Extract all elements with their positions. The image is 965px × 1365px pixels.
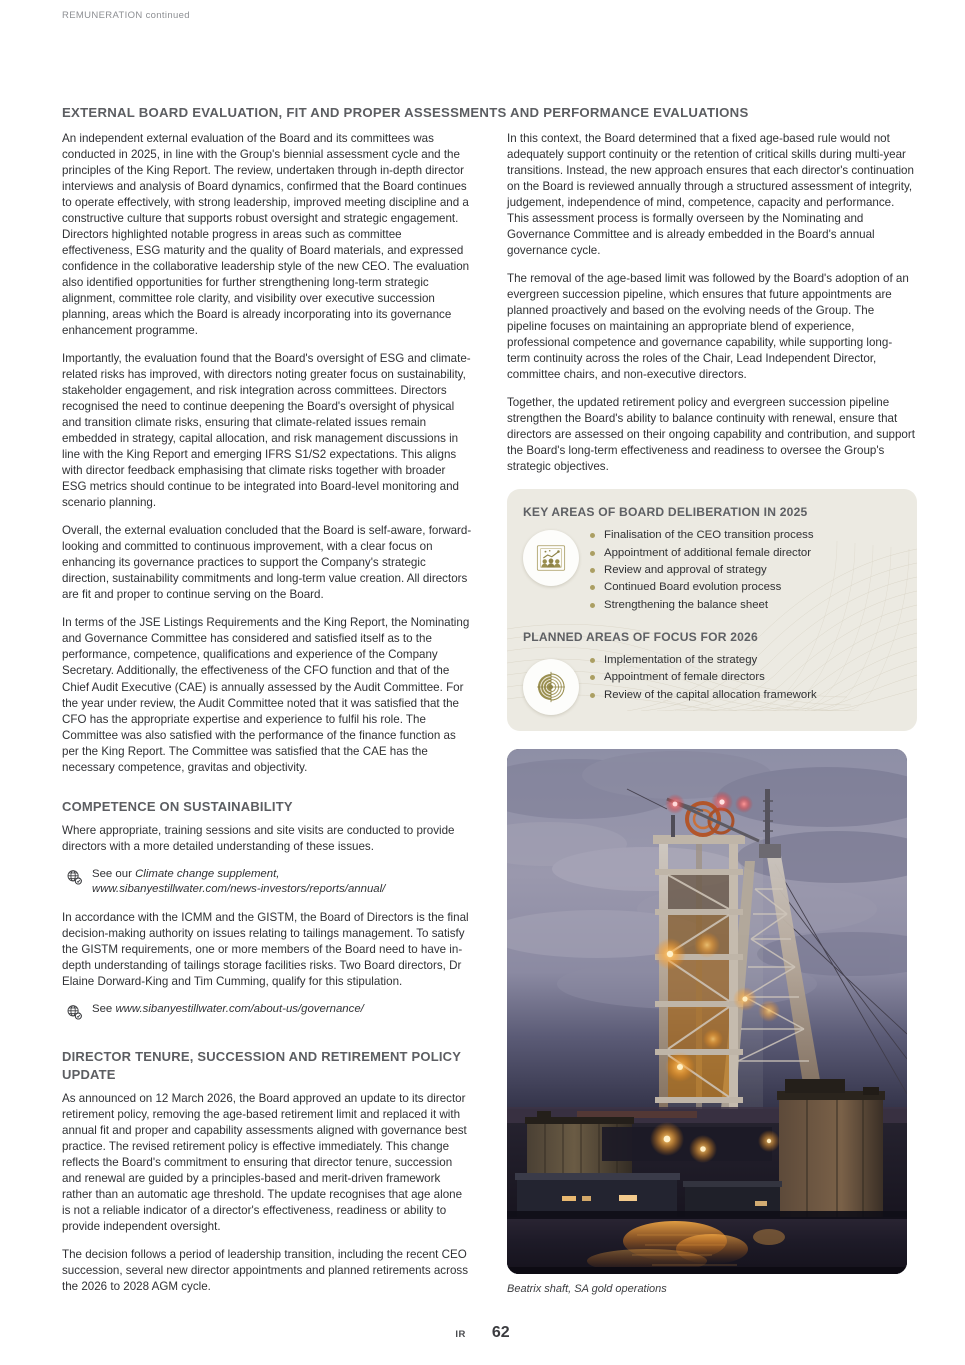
link-note-prefix: See <box>92 1002 116 1015</box>
link-note-climate-supplement[interactable] <box>66 867 472 898</box>
running-header <box>62 10 190 21</box>
panel-heading-planned-focus: PLANNED AREAS OF FOCUS FOR 2026 <box>523 629 758 644</box>
link-note-prefix: See our <box>92 867 136 880</box>
globe-link-icon <box>66 1002 83 1026</box>
list-item: Appointment of additional female director <box>589 545 901 562</box>
list-item: Appointment of female directors <box>589 669 901 686</box>
paragraph-together-summary: Together, the updated retirement policy and evergreen succession pipeline strengthen the Board's ability to balance continuity with renewal, ensure that directors are assessed on their ongoing capability and contribution, and support the Board's long-term effectiveness and readiness to oversee the Group's strategic objectives. <box>507 396 915 474</box>
board-meeting-icon <box>523 530 579 586</box>
paragraph-competence-intro: Where appropriate, training sessions and site visits are conducted to provide directors with a more detailed understanding of these issues. <box>62 823 455 853</box>
heading-director-tenure: DIRECTOR TENURE, SUCCESSION AND RETIREMENT POLICY UPDATE <box>62 1048 461 1082</box>
list-item: Review and approval of strategy <box>589 562 901 579</box>
target-focus-icon <box>523 659 579 715</box>
photo-block <box>507 749 907 1295</box>
link-note-text <box>92 867 385 898</box>
panel-section-2025 <box>523 525 901 614</box>
paragraph-evaluation-overview: An independent external evaluation of the Board and its committees was conducted in 2025, in line with the Group's biennial assessment cycle and the principles of the King Report. The review, undertaken through in-depth director interviews and analysis of Board dynamics, confirmed that the Board continues to operate effectively, with strong leadership, improved meeting discipline and a constructive culture that supports robust oversight and strategic engagement. Directors highlighted notable progress in areas such as committee effectiveness, ESG maturity and the quality of Board materials, and expressed confidence in the collaborative leadership style of the new CEO. The evaluation also identified opportunities for further strengthening long-term strategic alignment, committee role clarity, and visibility over executive succession planning, areas which the Board is already incorporating into its governance enhancement programme. <box>62 132 470 338</box>
paragraph-age-based-rule: In this context, the Board determined that a fixed age-based rule would not adequately support continuity or the retention of critical skills during multi-year transitions. Instead, the new approach ensures that each director's continuation on the Board is reviewed annually through a structured assessment of integrity, judgement, independence of mind, competence, capacity and performance. This assessment process is formally overseen by the Nominating and Governance Committee and is already embedded in the Board's annual governance cycle. <box>507 132 914 258</box>
running-header-main: REMUNERATION <box>62 10 143 21</box>
list-item: Strengthening the balance sheet <box>589 597 901 614</box>
board-deliberation-panel <box>507 489 917 731</box>
paragraph-icmm-gistm: In accordance with the ICMM and the GISTM, the Board of Directors is the final decision-making authority on issues relating to tailings management. To satisfy the GISTM requirements, one or more members of the Board need to have in-depth understanding of tailings storage facilities risks. Two Board directors, Dr Elaine Dorward-King and Tim Cumming, qualify for this stipulation. <box>62 910 469 988</box>
paragraph-jse-king-report: In terms of the JSE Listings Requirements and the King Report, the Nominating and Governance Committee has considered and satisfied itself as to the performance, competence, qualifications and experience of the Company Secretary. Additionally, the effectiveness of the CFO function and that of the Chief Audit Executive (CAE) is annually assessed by the Audit Committee. For the year under review, the Audit Committee noted that it was satisfied that the CFO has the appropriate expertise and experience to fulfil his role. The Committee was also satisfied with the performance of the finance function as per the King Report. The Committee was satisfied that the CAE has the necessary competence, gravitas and objectivity. <box>62 616 470 774</box>
link-note-url[interactable]: www.sibanyestillwater.com/news-investors/reports/annual/ <box>92 883 386 896</box>
paragraph-overall-conclusion: Overall, the external evaluation concluded that the Board is self-aware, forward-looking and committed to continuous improvement, with a clear focus on enhancing its governance practices to support the Company's strategic direction, sustainability commitments and long-term value creation. All directors are fit and proper to continue serving on the Board. <box>62 524 472 602</box>
page-title: EXTERNAL BOARD EVALUATION, FIT AND PROPER ASSESSMENTS AND PERFORMANCE EVALUATIONS <box>62 105 749 120</box>
left-column <box>62 131 472 1295</box>
list-item: Continued Board evolution process <box>589 579 901 596</box>
panel-section-2026 <box>523 650 901 715</box>
list-item: Review of the capital allocation framework <box>589 687 901 704</box>
two-column-layout <box>62 131 917 1295</box>
link-note-url[interactable]: www.sibanyestillwater.com/about-us/governance/ <box>115 1002 364 1015</box>
page-number: 62 <box>491 1324 510 1341</box>
page-footer <box>0 1324 965 1342</box>
panel-list-2026 <box>589 652 901 704</box>
heading-competence-on-sustainability: COMPETENCE ON SUSTAINABILITY <box>62 798 293 814</box>
running-header-continued: continued <box>145 10 190 21</box>
panel-heading-key-areas: KEY AREAS OF BOARD DELIBERATION IN 2025 <box>523 505 808 520</box>
link-note-governance[interactable] <box>66 1002 472 1026</box>
panel-content <box>523 505 901 715</box>
photo-caption: Beatrix shaft, SA gold operations <box>507 1282 667 1295</box>
panel-list-2025 <box>589 527 901 614</box>
paragraph-evergreen-pipeline: The removal of the age-based limit was followed by the Board's adoption of an evergreen succession pipeline, which ensures that future appointments are planned proactively and based on the evolving needs of the Group. The pipeline focuses on maintaining an appropriate blend of experience, professional competence and governance capability, while supporting long- term continuity across the roles of the Chair, Lead Independent Director, committee chairs, and non-executive directors. <box>507 272 909 382</box>
list-item: Implementation of the strategy <box>589 652 901 669</box>
report-tag: IR <box>455 1329 466 1340</box>
right-column <box>507 131 917 1295</box>
globe-link-icon <box>66 867 83 891</box>
page-body <box>62 105 917 1295</box>
paragraph-leadership-transition: The decision follows a period of leadership transition, including the recent CEO succession, several new director appointments and planned retirements across the 2026 to 2028 AGM cycle. <box>62 1247 468 1293</box>
paragraph-retirement-policy: As announced on 12 March 2026, the Board approved an update to its director retirement policy, removing the age-based retirement limit and replaced it with annual fit and proper and capability assessments aligned with governance best practice. The revised retirement policy is effective immediately. This change reflects the Board's commitment to ensuring that director tenure, succession and renewal are guided by a principles-based and merit-driven framework rather than an automatic age threshold. The update recognises that age alone is not a reliable indicator of a director's effectiveness, readiness or ability to provide independent oversight. <box>62 1091 467 1233</box>
paragraph-esg-climate: Importantly, the evaluation found that the Board's oversight of ESG and climate-related risks has improved, with directors noting greater focus on sustainability, stakeholder engagement, and risk integration across committees. Directors recognised the need to continue deepening the Board's oversight of physical and transition climate risks, ensuring that climate-related issues remain embedded in strategy, capital allocation, and risk management discussions in line with the King Report and emerging IFRS S1/S2 expectations. This aligns with director feedback emphasising that climate risks together with broader ESG metrics should continue to be integrated into Board-level monitoring and scenario planning. <box>62 352 471 510</box>
link-note-text <box>92 1002 364 1018</box>
link-note-title: Climate change supplement, <box>135 867 280 880</box>
mine-headgear-photo <box>507 749 907 1274</box>
list-item: Finalisation of the CEO transition process <box>589 527 901 544</box>
